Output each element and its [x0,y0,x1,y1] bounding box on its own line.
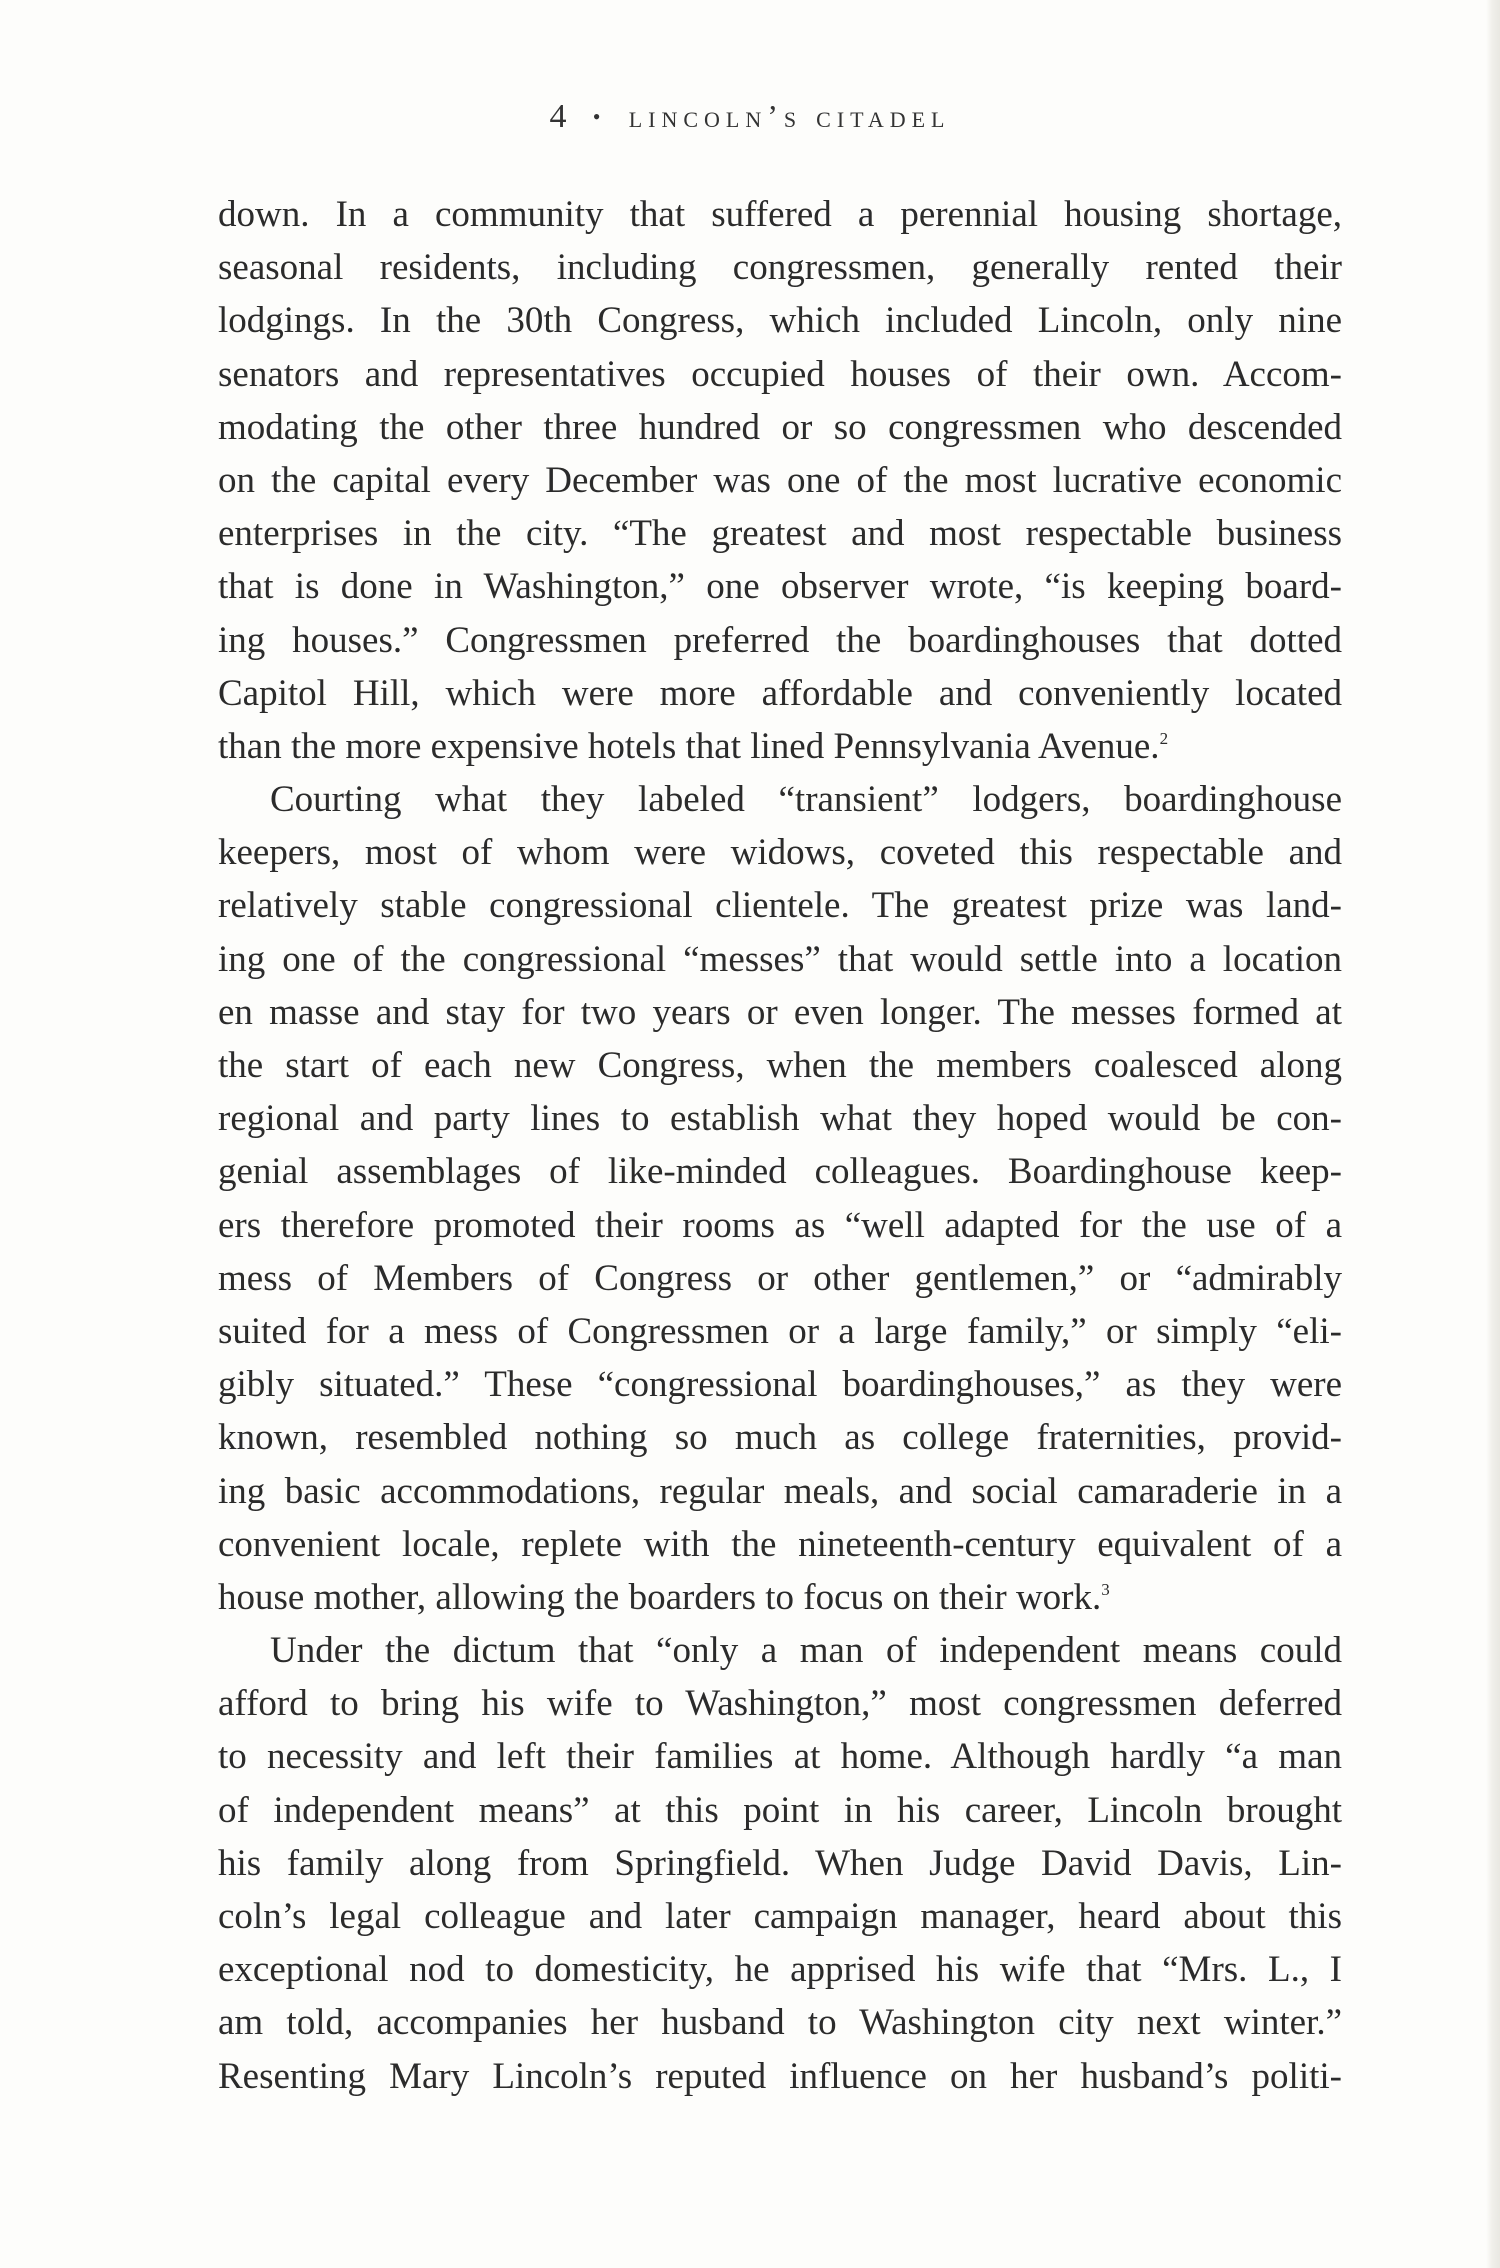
body-text [218,188,1342,2103]
text-line: convenient locale, replete with the nineteenth-century equivalent of a [218,1523,1342,1565]
text-line: ing one of the congressional “messes” that would settle into a location [218,938,1342,980]
text-line: that is done in Washington,” one observer wrote, “is keeping board- [218,566,1342,608]
text-line: am told, accompanies her husband to Washington city next winter.” [218,2002,1342,2044]
running-header [0,98,1500,136]
text-line: gibly situated.” These “congressional boardinghouses,” as they were [218,1364,1342,1406]
text-line: ing basic accommodations, regular meals, and social camaraderie in a [218,1470,1342,1512]
text-line: mess of Members of Congress or other gentlemen,” or “admirably [218,1257,1342,1299]
text-line: to necessity and left their families at home. Although hardly “a man [218,1736,1342,1778]
text-line: Resenting Mary Lincoln’s reputed influence on her husband’s politi- [218,2055,1342,2097]
text-line: suited for a mess of Congressmen or a large family,” or simply “eli- [218,1310,1342,1352]
text-line: seasonal residents, including congressmen, generally rented their [218,247,1342,289]
text-line: ers therefore promoted their rooms as “well adapted for the use of a [218,1204,1342,1246]
text-line: modating the other three hundred or so congressmen who descended [218,406,1342,448]
text-line: genial assemblages of like-minded colleagues. Boardinghouse keep- [218,1151,1342,1193]
page-number: 4 [549,98,567,135]
header-separator-bullet: • [592,104,601,129]
text-line: senators and representatives occupied houses of their own. Accom- [218,353,1342,395]
text-line: afford to bring his wife to Washington,” most congressmen deferred [218,1683,1342,1725]
text-line: Capitol Hill, which were more affordable and conveniently located [218,672,1342,714]
text-line: ing houses.” Congressmen preferred the boardinghouses that dotted [218,619,1342,661]
page-edge-shadow [1486,0,1500,2268]
text-line: relatively stable congressional clientele. The greatest prize was land- [218,885,1342,927]
text-line: regional and party lines to establish what they hoped would be con- [218,1098,1342,1140]
text-line: down. In a community that suffered a perennial housing shortage, [218,194,1342,235]
text-line: his family along from Springfield. When Judge David Davis, Lin- [218,1842,1342,1884]
text-line: on the capital every December was one of the most lucrative economic [218,459,1342,501]
running-title: lincoln’s citadel [628,98,951,134]
footnote-marker: 2 [1159,728,1169,748]
text-line: house mother, allowing the boarders to focus on their work.$^3$ [218,1576,1110,1618]
text-line: Under the dictum that “only a man of independent means could [270,1630,1342,1672]
text-line: known, resembled nothing so much as college fraternities, provid- [218,1417,1342,1459]
text-line: than the more expensive hotels that lined Pennsylvania Avenue.$^2$ [218,725,1169,767]
text-line: exceptional nod to domesticity, he apprised his wife that “Mrs. L., I [218,1949,1342,1991]
text-line: of independent means” at this point in his career, Lincoln brought [218,1789,1342,1831]
text-line: enterprises in the city. “The greatest and most respectable business [218,513,1342,555]
text-line: keepers, most of whom were widows, coveted this respectable and [218,832,1342,874]
footnote-marker: 3 [1101,1579,1110,1599]
text-line: en masse and stay for two years or even longer. The messes formed at [218,991,1342,1033]
text-line: Courting what they labeled “transient” lodgers, boardinghouse [270,779,1342,821]
text-line: coln’s legal colleague and later campaign manager, heard about this [218,1896,1342,1937]
text-line: the start of each new Congress, when the members coalesced along [218,1045,1342,1086]
text-line: lodgings. In the 30th Congress, which included Lincoln, only nine [218,300,1342,342]
